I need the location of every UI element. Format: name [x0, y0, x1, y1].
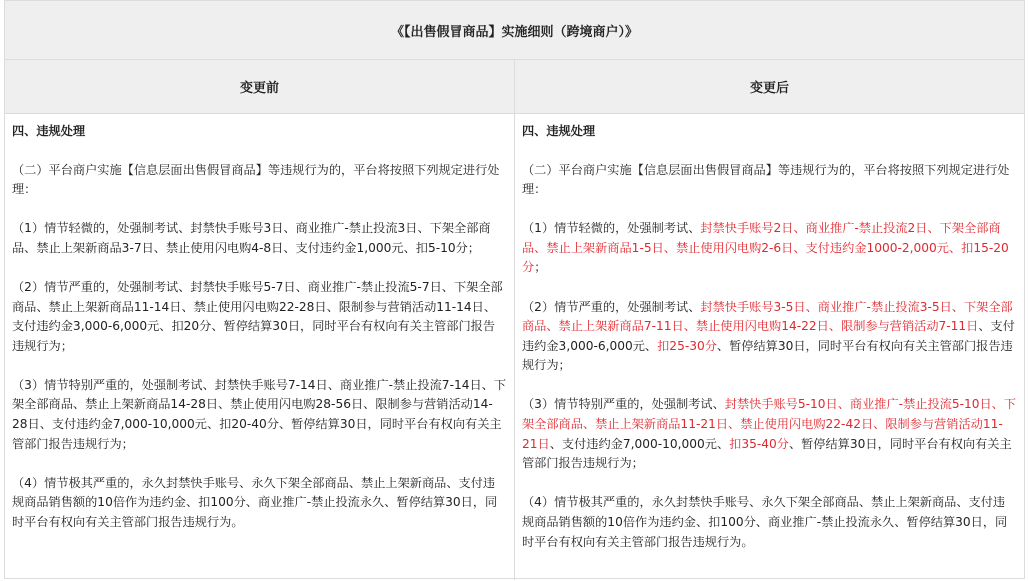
after-clause-3 [522, 395, 1017, 473]
after-column [515, 114, 1024, 580]
before-clause-4: （4）情节极其严重的，永久封禁快手账号、永久下架全部商品、禁止上架新商品、支付违规商品销售额的10倍作为违约金、扣100分、商业推广-禁止投流永久、暂停结算30日，同时平台有权向有关主管部门报告违规行为。 [12, 475, 498, 529]
changed-text: 扣35-40分 [729, 436, 789, 451]
body-row [5, 114, 1024, 580]
section-heading: 四、违规处理 [12, 124, 86, 138]
table-title: 《【出售假冒商品】实施细则（跨境商户）》 [5, 1, 1024, 60]
clause-text: （1）情节轻微的，处强制考试、 [522, 221, 701, 236]
section-heading: 四、违规处理 [522, 124, 596, 138]
before-clause-1: （1）情节轻微的，处强制考试、封禁快手账号3日、商业推广-禁止投流3日、下架全部商品、禁止上架新商品3-7日、禁止使用闪电购4-8日、支付违约金1,000元、扣5-10分； [12, 221, 491, 255]
changed-text: 封禁快手账号2日、商业推广-禁止投流2日、下架全部商品、禁止上架新商品1-5日、禁止使用闪电购2-6日、支付违约金1000-2,000元、扣15-20分 [522, 221, 1009, 275]
clause-text: （2）情节严重的，处强制考试、 [522, 299, 701, 314]
clause-text: ； [534, 260, 547, 275]
after-clause-4: （4）情节极其严重的，永久封禁快手账号、永久下架全部商品、禁止上架新商品、支付违规商品销售额的10倍作为违约金、扣100分、商业推广-禁止投流永久、暂停结算30日，同时平台有权向有关主管部门报告违规行为。 [522, 495, 1008, 549]
clause-text: 、支付违约金7,000-10,000元、 [549, 436, 730, 451]
header-before: 变更前 [5, 60, 515, 113]
after-clause-2 [522, 298, 1017, 376]
changed-text: 扣25-30分 [657, 338, 717, 353]
comparison-table [4, 0, 1025, 579]
before-clause-2: （2）情节严重的，处强制考试、封禁快手账号5-7日、商业推广-禁止投流5-7日、下架全部商品、禁止上架新商品11-14日、禁止使用闪电购22-28日、限制参与营销活动11-14日、支付违约金3,000-6,000元、扣20分、暂停结算30日，同时平台有权向有关主管部门报告违规行为； [12, 279, 503, 353]
changed-text: 封禁快手账号5-10日、商业推广-禁止投流5-10日、下架全部商品、禁止上架新商品11-21日、禁止使用闪电购22-42日、限制参与营销活动11-21日 [522, 397, 1017, 451]
clause-text: （3）情节特别严重的，处强制考试、 [522, 397, 725, 412]
intro-paragraph: （二）平台商户实施【信息层面出售假冒商品】等违规行为的，平台将按照下列规定进行处理： [12, 162, 500, 197]
before-column [5, 114, 515, 580]
intro-paragraph: （二）平台商户实施【信息层面出售假冒商品】等违规行为的，平台将按照下列规定进行处理： [522, 162, 1010, 197]
before-clause-3: （3）情节特别严重的，处强制考试、封禁快手账号7-14日、商业推广-禁止投流7-14日、下架全部商品、禁止上架新商品14-28日、禁止使用闪电购28-56日、限制参与营销活动14-28日、支付违约金7,000-10,000元、扣20-40分、暂停结算30日，同时平台有权向有关主管部门报告违规行为； [12, 377, 507, 451]
clause-text: 、支付违约金3,000-6,000元、 [522, 319, 1015, 353]
clause-text: 、暂停结算30日，同时平台有权向有关主管部门报告违规行为； [522, 436, 1012, 471]
changed-text: 封禁快手账号3-5日、商业推广-禁止投流3-5日、下架全部商品、禁止上架新商品7-11日、禁止使用闪电购14-22日、限制参与营销活动7-11日 [522, 299, 1013, 334]
header-row [5, 60, 1024, 114]
header-after: 变更后 [749, 81, 789, 96]
after-clause-1 [522, 219, 1017, 278]
clause-text: 、暂停结算30日，同时平台有权向有关主管部门报告违规行为； [522, 338, 1013, 373]
